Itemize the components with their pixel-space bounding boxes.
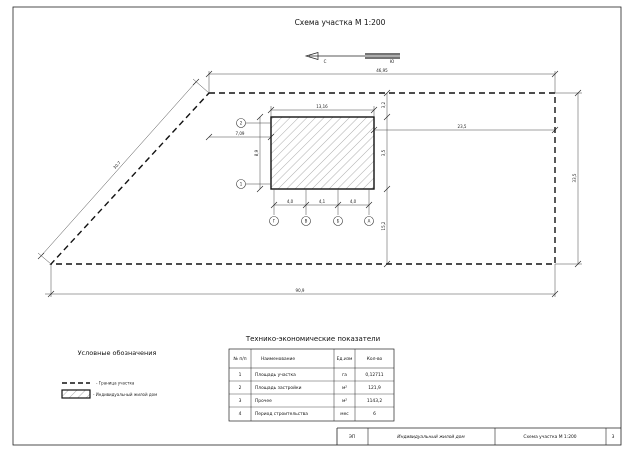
- dim-right: [555, 90, 582, 267]
- legend-house-label: - Индивидуальный жилой дом: [93, 392, 158, 397]
- table-cell: 3: [238, 399, 242, 404]
- table-cell: 121,9: [368, 386, 381, 391]
- row-axis-label: 1: [239, 181, 243, 187]
- column-spacing-label: 4,0: [286, 199, 294, 204]
- table-cell: 1: [238, 373, 242, 378]
- row-axis-label: 2: [239, 120, 243, 126]
- table-cell: Прочее: [255, 399, 272, 404]
- sheet-frame: [13, 7, 621, 445]
- column-axes: [270, 189, 374, 226]
- title-block-object: Индивидуальный жилой дом: [397, 435, 465, 440]
- table-header-cell: Кол-во: [366, 357, 383, 362]
- dim-house-width: [268, 104, 377, 117]
- dim-left-offset: [206, 131, 274, 140]
- legend-boundary-label: - Граница участка: [96, 380, 135, 386]
- column-axis-label: Б: [336, 218, 340, 224]
- sheet-title: Схема участка М 1:200: [294, 18, 386, 27]
- dim-bottom: [45, 264, 558, 297]
- table-cell: Период строительства: [255, 412, 308, 417]
- table-header-cell: Наименование: [260, 357, 296, 362]
- dim-top: [206, 68, 558, 93]
- table-cell: Площадь участка: [255, 373, 296, 378]
- dim-mid-vertical-label: 3,5: [381, 149, 386, 157]
- north-arrow-right-letter: Ю: [389, 59, 395, 64]
- dim-top-offset-label: 3,2: [381, 101, 386, 109]
- house-footprint: [271, 117, 374, 189]
- table-cell: м²: [341, 386, 348, 391]
- table-cell: м²: [341, 399, 348, 404]
- table-cell: 4: [238, 412, 242, 417]
- dim-diagonal-label: 30,7: [112, 160, 122, 170]
- table-cell: Площадь застройки: [255, 386, 302, 391]
- table-cell: 0,12711: [365, 373, 384, 378]
- dim-house-height: [254, 114, 263, 192]
- north-arrow: [306, 53, 400, 65]
- column-axis-label: Г: [272, 218, 276, 224]
- dim-bottom-label: 90,9: [295, 288, 305, 293]
- title-block: [337, 428, 621, 445]
- column-spacing-label: 4,0: [349, 199, 357, 204]
- dim-right-offset-label: 23,5: [457, 124, 467, 129]
- dim-house-height-label: 8,9: [254, 149, 259, 157]
- tech-econ-table: [229, 335, 394, 421]
- column-axis-label: А: [367, 218, 371, 224]
- table-cell: 2: [238, 386, 242, 391]
- table-header-cell: Ед.изм: [336, 357, 353, 362]
- dim-vertical-stack: [381, 90, 390, 267]
- table-cell: га: [342, 373, 347, 378]
- dim-right-label: 33,5: [572, 173, 577, 183]
- dim-house-to-bottom-label: 15,2: [381, 221, 386, 231]
- table-cell: 6: [373, 412, 376, 417]
- title-block-sheet-no: 3: [611, 435, 615, 440]
- column-spacing-label: 4,1: [318, 199, 326, 204]
- dim-house-width-label: 13,16: [316, 104, 328, 109]
- table-title: Технико-экономические показатели: [245, 335, 381, 343]
- legend-title: Условные обозначения: [77, 349, 157, 357]
- legend-house-swatch: [62, 390, 90, 398]
- dim-diagonal: [38, 79, 209, 264]
- column-axis-label: В: [304, 218, 308, 224]
- dim-left-offset-label: 7,09: [235, 131, 245, 136]
- title-block-sheet-name: Схема участка М 1:200: [523, 435, 577, 440]
- dim-right-offset: [371, 124, 558, 133]
- table-cell: мес: [340, 412, 349, 417]
- dim-top-label: 46,95: [376, 68, 388, 73]
- table-cell: 1143,2: [366, 399, 383, 404]
- north-arrow-left-letter: С: [323, 59, 327, 64]
- title-block-code: ЭП: [348, 435, 356, 440]
- table-header-cell: № п/п: [233, 357, 247, 362]
- legend: [62, 349, 157, 398]
